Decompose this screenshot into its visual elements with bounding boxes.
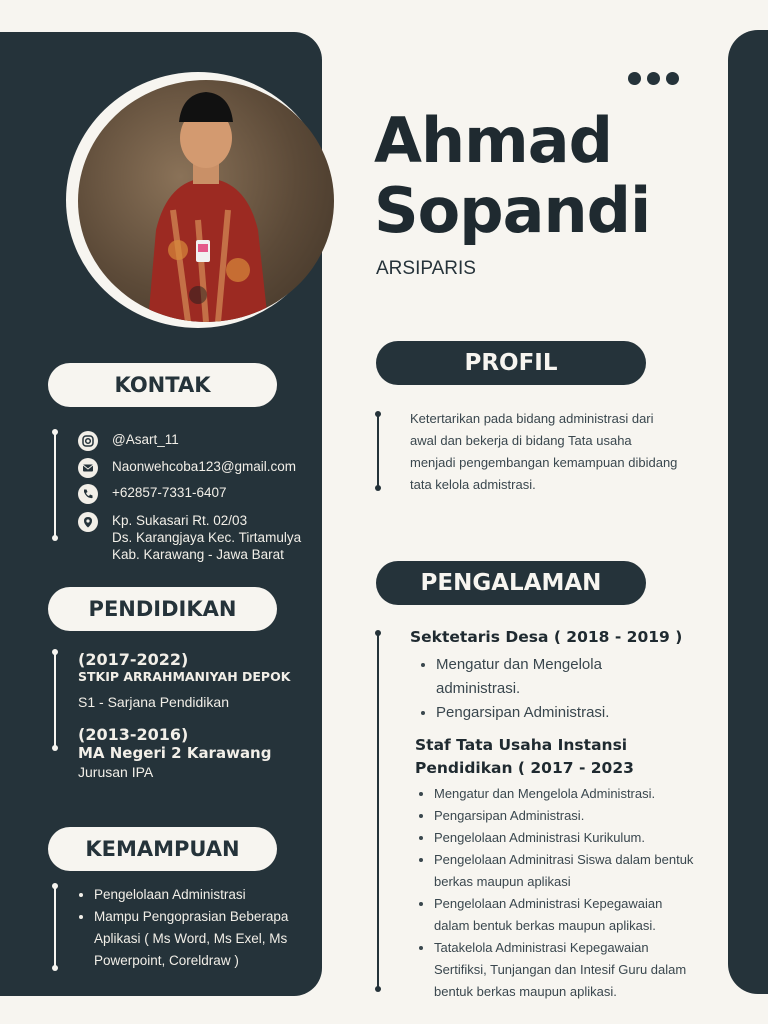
section-header-profile: PROFIL xyxy=(376,341,646,385)
contact-phone[interactable] xyxy=(78,484,226,504)
education-years: (2013-2016) xyxy=(78,725,189,744)
list-item: • Pengelolaan Adminitrasi Siswa dalam bentuk berkas maupun aplikasi xyxy=(434,849,694,893)
profile-description: Ketertarikan pada bidang administrasi dari awal dan bekerja di bidang Tata usaha menjadi pengembangan kemampuan dibidang tata kelola admistrasi. xyxy=(410,411,678,492)
education-school: STKIP ARRAHMANIYAH DEPOK xyxy=(78,669,291,684)
education-school: MA Negeri 2 Karawang xyxy=(78,744,272,762)
education-degree: Jurusan IPA xyxy=(78,764,154,780)
phone-number: +62857-7331-6407 xyxy=(112,485,227,500)
email-address: Naonwehcoba123@gmail.com xyxy=(112,459,297,474)
email-icon xyxy=(78,458,98,478)
job-duties-list xyxy=(414,783,694,1003)
job-title: Sektetaris Desa ( 2018 - 2019 ) xyxy=(410,628,683,646)
profile-photo xyxy=(78,80,334,322)
section-header-skills: KEMAMPUAN xyxy=(48,827,277,871)
person-name: Ahmad Sopandi xyxy=(374,104,651,247)
job-duties-list xyxy=(416,653,676,725)
contact-timeline-line xyxy=(54,432,56,538)
education-item xyxy=(78,725,271,780)
education-degree: S1 - Sarjana Pendidikan xyxy=(78,694,229,710)
more-dots-icon xyxy=(628,72,679,85)
list-item: • Pengarsipan Administrasi. xyxy=(434,805,694,827)
education-timeline-line xyxy=(54,652,56,748)
location-icon xyxy=(78,512,98,532)
right-decorative-bar xyxy=(728,30,768,994)
list-item: • Mengatur dan Mengelola administrasi. xyxy=(436,653,676,701)
contact-instagram[interactable] xyxy=(78,431,179,451)
contact-address xyxy=(78,512,301,563)
experience-timeline-line xyxy=(377,633,379,989)
profile-timeline-line xyxy=(377,414,379,488)
address-text: Kp. Sukasari Rt. 02/03 Ds. Karangjaya Kec. Tirtamulya Kab. Karawang - Jawa Barat xyxy=(112,513,302,562)
skills-list xyxy=(74,884,314,972)
instagram-handle: @Asart_11 xyxy=(112,432,179,447)
list-item: • Pengarsipan Administrasi. xyxy=(436,701,676,725)
section-header-experience: PENGALAMAN xyxy=(376,561,646,605)
instagram-icon xyxy=(78,431,98,451)
list-item: • Pengelolaan Administrasi xyxy=(94,884,314,906)
phone-icon xyxy=(78,484,98,504)
job-role: ARSIPARIS xyxy=(376,258,476,279)
education-item xyxy=(78,650,290,710)
education-years: (2017-2022) xyxy=(78,650,189,669)
skills-timeline-line xyxy=(54,886,56,968)
section-header-education: PENDIDIKAN xyxy=(48,587,277,631)
list-item: • Mengatur dan Mengelola Administrasi. xyxy=(434,783,694,805)
list-item: • Pengelolaan Administrasi Kurikulum. xyxy=(434,827,694,849)
list-item: • Pengelolaan Administrasi Kepegawaian dalam bentuk berkas maupun aplikasi. xyxy=(434,893,694,937)
job-title: Staf Tata Usaha Instansi Pendidikan ( 2017 - 2023 xyxy=(415,736,634,777)
section-header-contact: KONTAK xyxy=(48,363,277,407)
list-item: • Mampu Pengoprasian Beberapa Aplikasi ( Ms Word, Ms Exel, Ms Powerpoint, Coreldraw ) xyxy=(94,906,314,972)
contact-email[interactable] xyxy=(78,458,296,478)
list-item: • Tatakelola Administrasi Kepegawaian Sertifiksi, Tunjangan dan Intesif Guru dalam bentuk berkas maupun aplikasi. xyxy=(434,937,694,1003)
